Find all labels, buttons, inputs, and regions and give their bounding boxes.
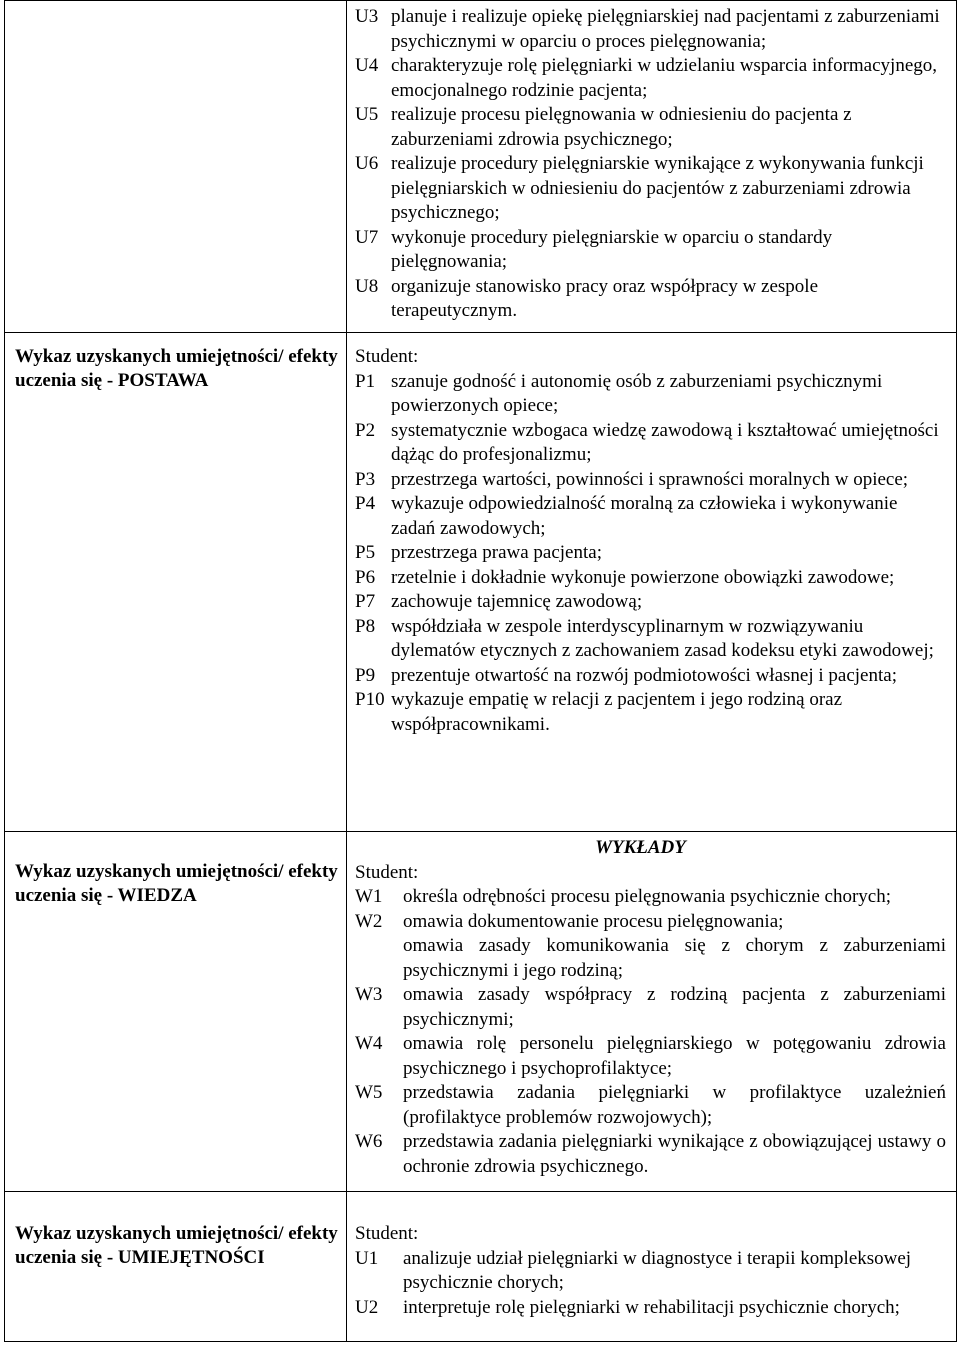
item-text: rzetelnie i dokładnie wykonuje powierzone obowiązki zawodowe; [391, 566, 895, 588]
item-code: P9 [355, 664, 376, 686]
row-skills-continued [5, 1, 957, 333]
item-text: zachowuje tajemnicę zawodową; [391, 591, 643, 612]
list-item [355, 590, 946, 615]
item-text: przedstawia zadania pielęgniarki wynikające z obowiązującej ustawy o ochronie zdrowia psychicznego. [403, 1131, 946, 1177]
item-code: U7 [355, 226, 379, 248]
item-code: P1 [355, 370, 376, 392]
item-text: planuje i realizuje opiekę pielęgniarskiej nad pacjentami z zaburzeniami psychicznymi w oparciu o proces pielęgnowania; [391, 6, 940, 52]
umiejetnosci-list [347, 1192, 956, 1320]
item-code: U8 [355, 275, 379, 297]
item-text: wykazuje odpowiedzialność moralną za człowieka i wykonywanie zadań zawodowych; [391, 493, 898, 539]
item-code [355, 934, 403, 983]
item-code: P2 [355, 419, 376, 441]
item-code: W3 [355, 984, 383, 1005]
list-item [355, 492, 946, 541]
list-item [355, 1130, 946, 1179]
list-item [355, 54, 946, 103]
item-text: interpretuje rolę pielęgniarki w rehabilitacji psychicznie chorych; [403, 1296, 900, 1318]
item-text: organizuje stanowisko pracy oraz współpracy w zespole terapeutycznym. [391, 275, 819, 321]
list-item [355, 152, 946, 226]
student-label: Student: [355, 346, 419, 367]
row-wiedza [5, 832, 957, 1192]
list-item [355, 541, 946, 566]
item-text: omawia rolę personelu pielęgniarskiego w potęgowaniu zdrowia psychicznego i psychoprofilaktyce; [403, 1033, 946, 1079]
item-code: P10 [355, 689, 385, 710]
row-label-umiejetnosci: Wykaz uzyskanych umiejętności/ efekty uczenia się - UMIEJĘTNOŚCI [15, 1223, 338, 1268]
list-item [355, 688, 946, 737]
postawa-list [347, 333, 956, 737]
list-item [355, 468, 946, 493]
item-code: P6 [355, 566, 376, 588]
wiedza-list [347, 832, 956, 1179]
item-text: przestrzega prawa pacjenta; [391, 542, 602, 563]
list-item [355, 370, 946, 419]
item-code: W5 [355, 1082, 383, 1103]
item-code: P4 [355, 493, 376, 514]
list-item [355, 1296, 946, 1321]
item-text: szanuje godność i autonomię osób z zaburzeniami psychicznymi powierzonych opiece; [391, 370, 883, 416]
left-cell-postawa [5, 333, 347, 832]
student-label: Student: [355, 1223, 419, 1244]
list-item [355, 664, 946, 689]
list-item [355, 934, 946, 983]
item-text: omawia zasady komunikowania się z chorym z zaburzeniami psychicznymi i jego rodziną; [403, 935, 946, 981]
row-umiejetnosci [5, 1192, 957, 1342]
list-item [355, 983, 946, 1032]
row-postawa [5, 333, 957, 832]
list-item [355, 885, 946, 910]
list-item [355, 566, 946, 591]
item-text: systematycznie wzbogaca wiedzę zawodową i kształtować umiejętności dążąc do profesjonalizmu; [391, 419, 939, 465]
item-code: P8 [355, 615, 376, 637]
item-code: W6 [355, 1131, 383, 1152]
item-code: U1 [355, 1247, 379, 1269]
item-code: U2 [355, 1296, 379, 1318]
item-code: P5 [355, 542, 376, 563]
list-item [355, 1032, 946, 1081]
right-cell-postawa [347, 333, 957, 832]
item-code: W1 [355, 886, 383, 907]
row-label-wiedza: Wykaz uzyskanych umiejętności/ efekty uczenia się - WIEDZA [15, 861, 338, 906]
list-item [355, 5, 946, 54]
left-cell-umiejetnosci [5, 1192, 347, 1342]
student-label: Student: [355, 861, 419, 883]
item-text: wykazuje empatię w relacji z pacjentem i jego rodziną oraz współpracownikami. [391, 689, 843, 735]
right-cell-umiejetnosci [347, 1192, 957, 1342]
item-code: W4 [355, 1033, 383, 1054]
list-item [355, 419, 946, 468]
list-item [355, 1081, 946, 1130]
item-text: wykonuje procedury pielęgniarskie w oparciu o standardy pielęgnowania; [391, 226, 833, 272]
item-code: U6 [355, 153, 379, 174]
item-code: U3 [355, 6, 379, 27]
list-item [355, 910, 946, 935]
item-code: P7 [355, 591, 376, 612]
learning-outcomes-table [4, 0, 957, 1342]
item-text: charakteryzuje rolę pielęgniarki w udzielaniu wsparcia informacyjnego, emocjonalnego rodzinie pacjenta; [391, 55, 938, 101]
item-text: prezentuje otwartość na rozwój podmiotowości własnej i pacjenta; [391, 664, 897, 686]
item-text: omawia zasady współpracy z rodziną pacjenta z zaburzeniami psychicznymi; [403, 984, 946, 1030]
item-text: przedstawia zadania pielęgniarki w profilaktyce uzależnień (profilaktyce problemów rozwojowych); [403, 1082, 946, 1128]
left-cell-empty [5, 1, 347, 333]
item-code: U4 [355, 55, 379, 76]
item-text: określa odrębności procesu pielęgnowania psychicznie chorych; [403, 886, 892, 907]
list-item [355, 103, 946, 152]
item-text: realizuje procesu pielęgnowania w odniesieniu do pacjenta z zaburzeniami zdrowia psychicznego; [391, 104, 852, 150]
item-text: analizuje udział pielęgniarki w diagnostyce i terapii kompleksowej psychicznie chorych; [403, 1247, 912, 1293]
lectures-heading: WYKŁADY [595, 837, 686, 858]
right-cell-wiedza [347, 832, 957, 1192]
list-item [355, 615, 946, 664]
row-label-postawa: Wykaz uzyskanych umiejętności/ efekty uczenia się - POSTAWA [15, 346, 338, 391]
item-code: P3 [355, 468, 376, 490]
list-item [355, 226, 946, 275]
item-text: przestrzega wartości, powinności i sprawności moralnych w opiece; [391, 468, 909, 490]
list-item [355, 275, 946, 324]
item-code: U5 [355, 104, 379, 125]
list-item [355, 1247, 946, 1296]
item-code: W2 [355, 910, 383, 932]
item-text: współdziała w zespole interdyscyplinarnym w rozwiązywaniu dylematów etycznych z zachowaniem zasad kodeksu etyki zawodowej; [391, 615, 934, 661]
item-text: realizuje procedury pielęgniarskie wynikające z wykonywania funkcji pielęgniarskich w odniesieniu do pacjentów z zaburzeniami zdrowia psychicznego; [391, 153, 924, 223]
item-text: omawia dokumentowanie procesu pielęgnowania; [403, 910, 784, 932]
right-cell-skills-continued [347, 1, 957, 333]
left-cell-wiedza [5, 832, 347, 1192]
skills-continued-list [347, 1, 956, 324]
